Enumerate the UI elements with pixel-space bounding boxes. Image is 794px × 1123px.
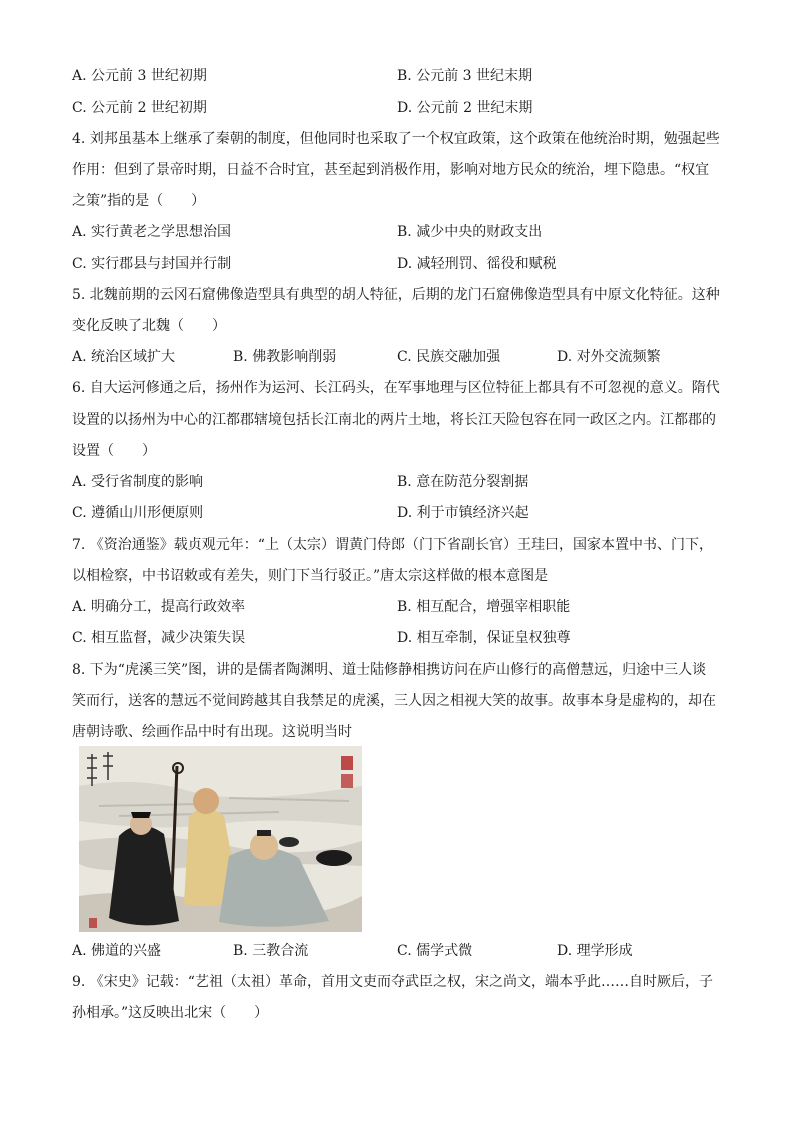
q6-option-a: A. 受行省制度的影响 <box>72 474 204 490</box>
q6-stem-line-1: 6. 自大运河修通之后，扬州作为运河、长江码头，在军事地理与区位特征上都具有不可忽视的意义。隋代 <box>72 380 720 396</box>
q8-option-c: C. 儒学式微 <box>397 943 473 959</box>
q4-stem-line-2: 作用：但到了景帝时期，日益不合时宜，甚至起到消极作用，影响对地方民众的统治，埋下隐患。“权宜 <box>72 162 710 178</box>
q5-option-d: D. 对外交流频繁 <box>557 349 661 365</box>
q3-option-a: A. 公元前 3 世纪初期 <box>72 68 207 84</box>
q4-stem-line-3: 之策”指的是（ ） <box>72 193 206 209</box>
q3-option-c: C. 公元前 2 世纪初期 <box>72 100 207 116</box>
q8-stem-line-2: 笑而行，送客的慧远不觉间跨越其自我禁足的虎溪，三人因之相视大笑的故事。故事本身是虚构的，却在 <box>72 693 716 709</box>
q8-stem-line-3: 唐朝诗歌、绘画作品中时有出现。这说明当时 <box>72 724 352 740</box>
q4-option-d: D. 减轻刑罚、徭役和赋税 <box>397 256 557 272</box>
q7-option-c: C. 相互监督，减少决策失误 <box>72 630 246 646</box>
q3-option-d: D. 公元前 2 世纪末期 <box>397 100 533 116</box>
q7-option-a: A. 明确分工，提高行政效率 <box>72 599 246 615</box>
q8-option-d: D. 理学形成 <box>557 943 633 959</box>
q7-option-d: D. 相互牵制，保证皇权独尊 <box>397 630 571 646</box>
q5-stem-line-1: 5. 北魏前期的云冈石窟佛像造型具有典型的胡人特征，后期的龙门石窟佛像造型具有中原文化特征。这种 <box>72 287 720 303</box>
q8-option-a: A. 佛道的兴盛 <box>72 943 162 959</box>
q9-stem-line-1: 9. 《宋史》记载：“艺祖（太祖）革命，首用文吏而夺武臣之权，宋之尚文，端本乎此……自时厥后，子 <box>72 974 713 990</box>
tiger-creek-painting <box>79 746 362 932</box>
q6-option-c: C. 遵循山川形便原则 <box>72 505 204 521</box>
q5-option-c: C. 民族交融加强 <box>397 349 501 365</box>
q8-option-b: B. 三教合流 <box>233 943 309 959</box>
q5-stem-line-2: 变化反映了北魏（ ） <box>72 318 226 334</box>
q6-stem-line-2: 设置的以扬州为中心的江都郡辖境包括长江南北的两片土地，将长江天险包容在同一政区之内。江都郡的 <box>72 412 716 428</box>
q7-option-b: B. 相互配合，增强宰相职能 <box>397 599 571 615</box>
q4-option-a: A. 实行黄老之学思想治国 <box>72 224 232 240</box>
q6-option-b: B. 意在防范分裂割据 <box>397 474 529 490</box>
q5-option-b: B. 佛教影响削弱 <box>233 349 337 365</box>
q3-option-b: B. 公元前 3 世纪末期 <box>397 68 532 84</box>
q4-stem-line-1: 4. 刘邦虽基本上继承了秦朝的制度，但他同时也采取了一个权宜政策，这个政策在他统治时期，勉强起些 <box>72 131 720 147</box>
q7-stem-line-1: 7. 《资治通鉴》载贞观元年：“上（太宗）谓黄门侍郎（门下省副长官）王珪曰，国家本置中书、门下， <box>72 537 713 553</box>
q6-option-d: D. 利于市镇经济兴起 <box>397 505 529 521</box>
q5-option-a: A. 统治区域扩大 <box>72 349 176 365</box>
q8-stem-line-1: 8. 下为“虎溪三笑”图，讲的是儒者陶渊明、道士陆修静相携访问在庐山修行的高僧慧远，归途中三人谈 <box>72 662 707 678</box>
painting-illustration <box>79 746 362 932</box>
q7-stem-line-2: 以相检察，中书诏敕或有差失，则门下当行驳正。”唐太宗这样做的根本意图是 <box>72 568 549 584</box>
q4-option-b: B. 减少中央的财政支出 <box>397 224 543 240</box>
q6-stem-line-3: 设置（ ） <box>72 443 156 459</box>
q9-stem-line-2: 孙相承。”这反映出北宋（ ） <box>72 1005 269 1021</box>
q4-option-c: C. 实行郡县与封国并行制 <box>72 256 232 272</box>
